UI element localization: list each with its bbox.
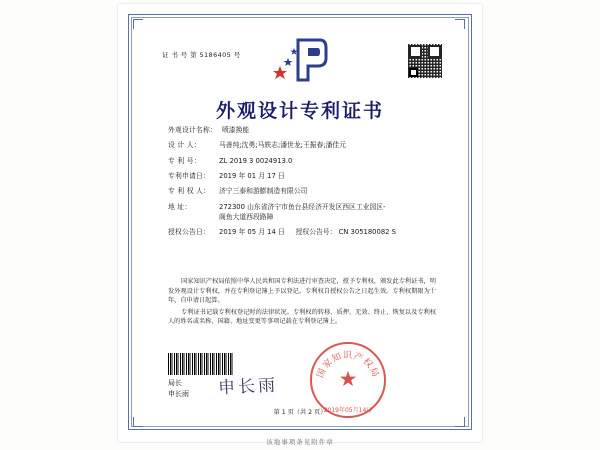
page-title: 外观设计专利证书 [215, 100, 384, 122]
certificate-number-value: 5186405 [199, 51, 232, 59]
director-label: 局长 [168, 379, 182, 387]
field-row-address [168, 204, 436, 222]
seal-star-icon: ★ [338, 367, 358, 391]
field-value: 济宁三泰和游膨制造有限公司 [219, 187, 308, 196]
announcement-number-label: 授权公告号： [295, 228, 337, 237]
legal-paragraph-1: 国家知识产权局依照中华人民共和国专利法进行审查决定，授予专利权，颁发此专利证书，明发外观设计专利权，并在专利登记簿上予以登记。专利权自授权公告之日起生效。专利权期限为十年，自申请日起算。 [168, 278, 436, 305]
corner-ornament-top-right [455, 19, 465, 29]
field-value-line2: 阁鱼大道西段路障 [219, 212, 274, 221]
field-value: ZL 2019 3 0024913.0 [219, 156, 293, 165]
handwritten-signature: 申长雨 [217, 375, 279, 399]
corner-ornament-top-left [133, 19, 143, 29]
announcement-number-value: CN 305180082 S [338, 228, 396, 237]
certificate-number [162, 50, 241, 59]
field-value-line1: 272300 山东省济宁市鱼台县经济开发区西区工业园区- [219, 202, 386, 211]
field-row-application-date [168, 173, 436, 181]
field-label: 专 利 号： [168, 156, 201, 165]
field-label: 地 址： [168, 202, 192, 211]
field-value: 2019 年 01 月 17 日 [219, 171, 285, 180]
corner-ornament-bottom-left [133, 417, 143, 427]
field-row-design-name [168, 127, 436, 135]
field-label: 专 利 权 人： [168, 187, 211, 196]
field-value: 喷漆换能 [221, 126, 250, 134]
legal-paragraph [168, 277, 436, 329]
field-row-grant-announcement [168, 229, 436, 237]
bottom-note: 该地事项条见附件章 [266, 438, 334, 446]
field-value [219, 204, 436, 222]
field-row-patent-number [168, 158, 436, 166]
field-label: 设 计 人： [168, 141, 201, 150]
certificate-number-suffix: 号 [233, 51, 241, 59]
svg-text:国家知识产权局: 国家知识产权局 [315, 351, 381, 380]
field-label: 专利申请日： [168, 171, 210, 180]
field-list [168, 127, 436, 245]
signature-labels [168, 378, 189, 400]
field-label: 外观设计名称： [168, 126, 217, 134]
qr-code-finder-icon [409, 68, 418, 77]
field-row-patentee [168, 188, 436, 196]
field-label: 授权公告日： [168, 228, 210, 237]
page-number: 第 1 页（共 2 页） [273, 409, 327, 416]
director-name: 申长雨 [168, 390, 189, 399]
seal-date: 2019年05月14日 [323, 407, 373, 414]
corner-ornament-bottom-right [455, 417, 465, 427]
legal-paragraph-2: 专利证书记载专利权登记时的法律状况。专利权的转移、质押、无效、终止、恢复以及专利权人的姓名或名称、国籍、地址变更等事项记载在专利登记簿上。 [168, 308, 436, 326]
grant-date-value: 2019 年 05 月 14 日 [219, 228, 285, 237]
patent-office-emblem-icon [272, 36, 330, 84]
certificate-number-label: 证 书 号 第 [162, 51, 197, 59]
field-value: 马善纯;沈勇;马轶志;潘世龙;王振春;潘佳元 [219, 141, 346, 150]
barcode [168, 353, 234, 375]
field-value [219, 229, 436, 237]
field-row-designers [168, 142, 436, 150]
